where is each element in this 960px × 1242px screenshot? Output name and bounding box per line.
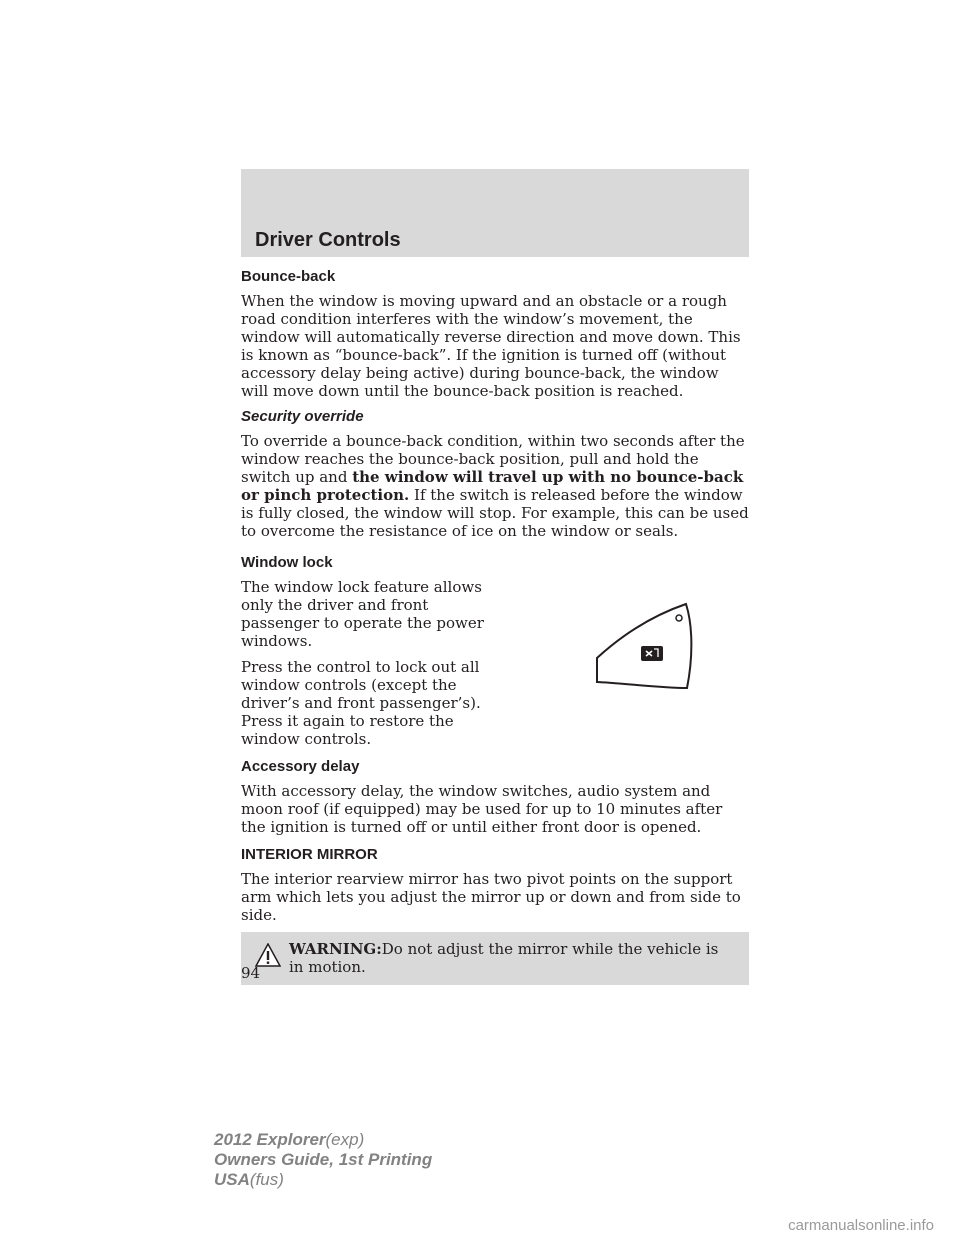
warning-box (241, 932, 749, 985)
heading-window-lock: Window lock (241, 554, 333, 571)
footer-line-3 (214, 1170, 432, 1190)
security-override-bold: the window will travel up with no bounce-back or pinch protection. (241, 468, 744, 504)
warning-message: Do not adjust the mirror while the vehicle is in motion. (289, 940, 719, 976)
heading-security-override: Security override (241, 408, 364, 425)
footer-imprint (214, 1130, 432, 1190)
section-header-band (241, 169, 749, 257)
window-lock-text (241, 578, 501, 756)
security-override-text-2: If the switch is released before the window is fully closed, the window will stop. For example, this can be used to overcome the resistance of ice on the window or seals. (241, 486, 749, 540)
accessory-delay-body: With accessory delay, the window switches, audio system and moon roof (if equipped) may be used for up to 10 minutes after the ignition is turned off or until either front door is opened. (241, 782, 723, 836)
footer-printing: Owners Guide, 1st Printing (214, 1150, 433, 1169)
footer-model-code: (exp) (325, 1130, 365, 1149)
window-lock-para-2: Press the control to lock out all window controls (except the driver’s and front passenger’s). Press it again to restore the window controls. (241, 658, 481, 748)
section-title: Driver Controls (255, 229, 401, 251)
warning-text (289, 940, 718, 976)
window-lock-row (241, 578, 749, 756)
watermark: carmanualsonline.info (788, 1217, 934, 1234)
footer-market-code: (fus) (249, 1170, 284, 1189)
footer-model: 2012 Explorer (214, 1130, 326, 1149)
heading-interior-mirror: INTERIOR MIRROR (241, 846, 378, 863)
footer-line-1 (214, 1130, 432, 1150)
page-content (241, 268, 749, 985)
page-number: 94 (241, 964, 261, 982)
security-override-text-1: To override a bounce-back condition, within two seconds after the window reaches the bounce-back position, pull and hold the switch up and (241, 432, 745, 486)
heading-bounce-back: Bounce-back (241, 268, 336, 285)
bounce-back-body: When the window is moving upward and an obstacle or a rough road condition interferes with the window’s movement, the window will automatically reverse direction and move down. This is known as “bounce-back”. If the ignition is turned off (without accessory delay being active) during bounce-back, the window will move down until the bounce-back position is reached. (241, 292, 741, 400)
interior-mirror-body: The interior rearview mirror has two pivot points on the support arm which lets you adjust the mirror up or down and from side to side. (241, 870, 741, 924)
security-override-body (241, 432, 749, 540)
footer-market: USA (214, 1170, 250, 1189)
heading-accessory-delay: Accessory delay (241, 758, 360, 775)
window-lock-switch-icon (591, 596, 721, 706)
footer-line-2 (214, 1150, 432, 1170)
window-lock-para-1: The window lock feature allows only the driver and front passenger to operate the power windows. (241, 578, 484, 650)
warning-label: WARNING: (289, 940, 382, 958)
